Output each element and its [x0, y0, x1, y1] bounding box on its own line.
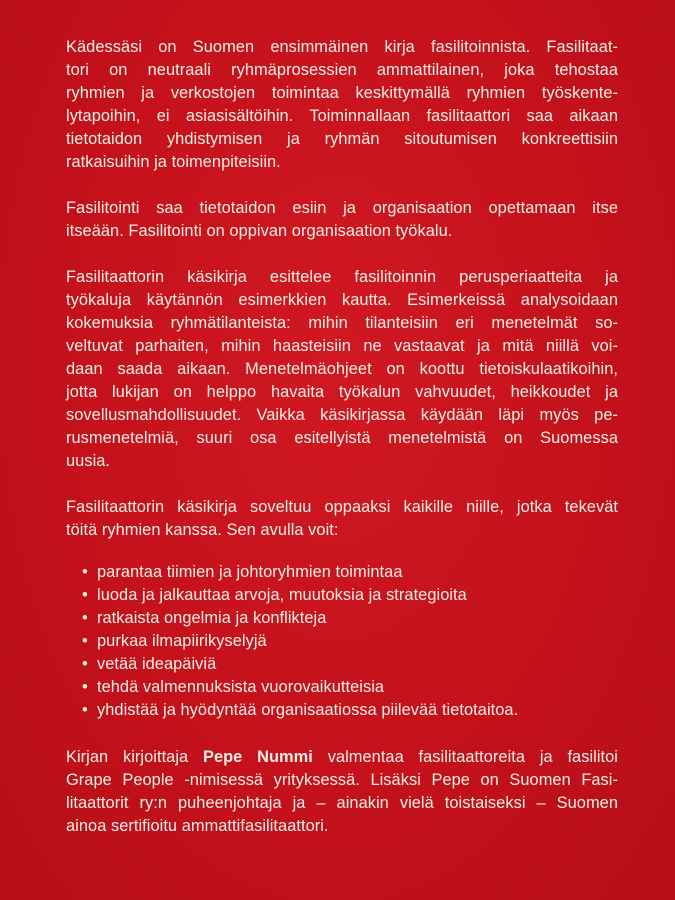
bullet-icon: • — [82, 655, 88, 673]
list-item — [82, 630, 618, 653]
list-item — [82, 653, 618, 676]
list-item-text: luoda ja jalkauttaa arvoja, muutoksia ja strategioita — [97, 586, 467, 604]
bullet-icon: • — [82, 609, 88, 627]
text-line: Grape People -nimisessä yrityksessä. Lisäksi Pepe on Suomen Fasi- — [66, 771, 618, 789]
bullet-icon: • — [82, 701, 88, 719]
text-line: lytapoihin, ei asiasisältöihin. Toiminnallaan fasilitaattori saa aikaan — [66, 107, 618, 125]
text-line — [66, 746, 618, 769]
text-line: tori on neutraali ryhmäprosessien ammattilainen, joka tehostaa — [66, 61, 618, 79]
list-item-text: yhdistää ja hyödyntää organisaatiossa piilevää tietotaitoa. — [97, 701, 519, 719]
text-line: jotta lukijan on helppo havaita työkalun vahvuudet, heikkoudet ja — [66, 383, 618, 401]
text-line: Fasilitointi saa tietotaidon esiin ja organisaation opettamaan itse — [66, 199, 618, 217]
author-paragraph — [66, 746, 618, 838]
text-line: töitä ryhmien kanssa. Sen avulla voit: — [66, 521, 339, 539]
list-item-text: vetää ideapäiviä — [97, 655, 217, 673]
text-line: Fasilitaattorin käsikirja esittelee fasilitoinnin perusperiaatteita ja — [66, 268, 618, 286]
list-item-text: purkaa ilmapiirikyselyjä — [97, 632, 267, 650]
bullet-icon: • — [82, 632, 88, 650]
list-item-text: ratkaista ongelmia ja konflikteja — [97, 609, 327, 627]
intro-paragraph — [66, 36, 618, 174]
bullet-icon: • — [82, 586, 88, 604]
text-line: rusmenetelmiä, suuri osa esitellyistä menetelmistä on Suomessa — [66, 429, 618, 447]
text-line: ratkaisuihin ja toimenpiteisiin. — [66, 153, 281, 171]
text-line: tietotaidon yhdistymisen ja ryhmän sitoutumisen konkreettisiin — [66, 130, 618, 148]
audience-paragraph — [66, 496, 618, 542]
text-line: kokemuksia ryhmätilanteista: mihin tilanteisiin eri menetelmät so- — [66, 314, 618, 332]
author-intro-text: Kirjan kirjoittaja — [66, 748, 203, 766]
text-line: ainoa sertifioitu ammattifasilitaattori. — [66, 817, 329, 835]
author-intro-rest: valmentaa fasilitaattoreita ja fasilitoi — [312, 748, 619, 766]
list-item — [82, 584, 618, 607]
text-line: ryhmien ja verkostojen toimintaa keskittymällä ryhmien työskente- — [66, 84, 618, 102]
handbook-paragraph — [66, 266, 618, 473]
back-cover-text — [66, 36, 618, 861]
text-line: veltuvat parhaiten, mihin haasteisiin ne vastaavat ja mitä niillä voi- — [66, 337, 618, 355]
text-line: daan saada aikaan. Menetelmäohjeet on koottu tietoiskulaatikoihin, — [66, 360, 618, 378]
bullet-icon: • — [82, 563, 88, 581]
benefits-list — [66, 561, 618, 722]
text-line: työkaluja käytännön esimerkkien kautta. Esimerkeissä analysoidaan — [66, 291, 618, 309]
list-item — [82, 676, 618, 699]
text-line: uusia. — [66, 452, 111, 470]
text-line: sovellusmahdollisuudet. Vaikka käsikirjassa käydään läpi myös pe- — [66, 406, 618, 424]
author-name: Pepe Nummi — [202, 748, 313, 766]
text-line: Kädessäsi on Suomen ensimmäinen kirja fasilitoinnista. Fasilitaat- — [66, 38, 618, 56]
text-line: litaattorit ry:n puheenjohtaja ja – ainakin vielä toistaiseksi – Suomen — [66, 794, 618, 812]
bullet-icon: • — [82, 678, 88, 696]
list-item — [82, 607, 618, 630]
facilitation-paragraph — [66, 197, 618, 243]
list-item — [82, 699, 618, 722]
list-item-text: parantaa tiimien ja johtoryhmien toimintaa — [97, 563, 403, 581]
text-line: itseään. Fasilitointi on oppivan organisaation työkalu. — [66, 222, 453, 240]
text-line: Fasilitaattorin käsikirja soveltuu oppaaksi kaikille niille, jotka tekevät — [66, 498, 618, 516]
list-item — [82, 561, 618, 584]
list-item-text: tehdä valmennuksista vuorovaikutteisia — [97, 678, 385, 696]
